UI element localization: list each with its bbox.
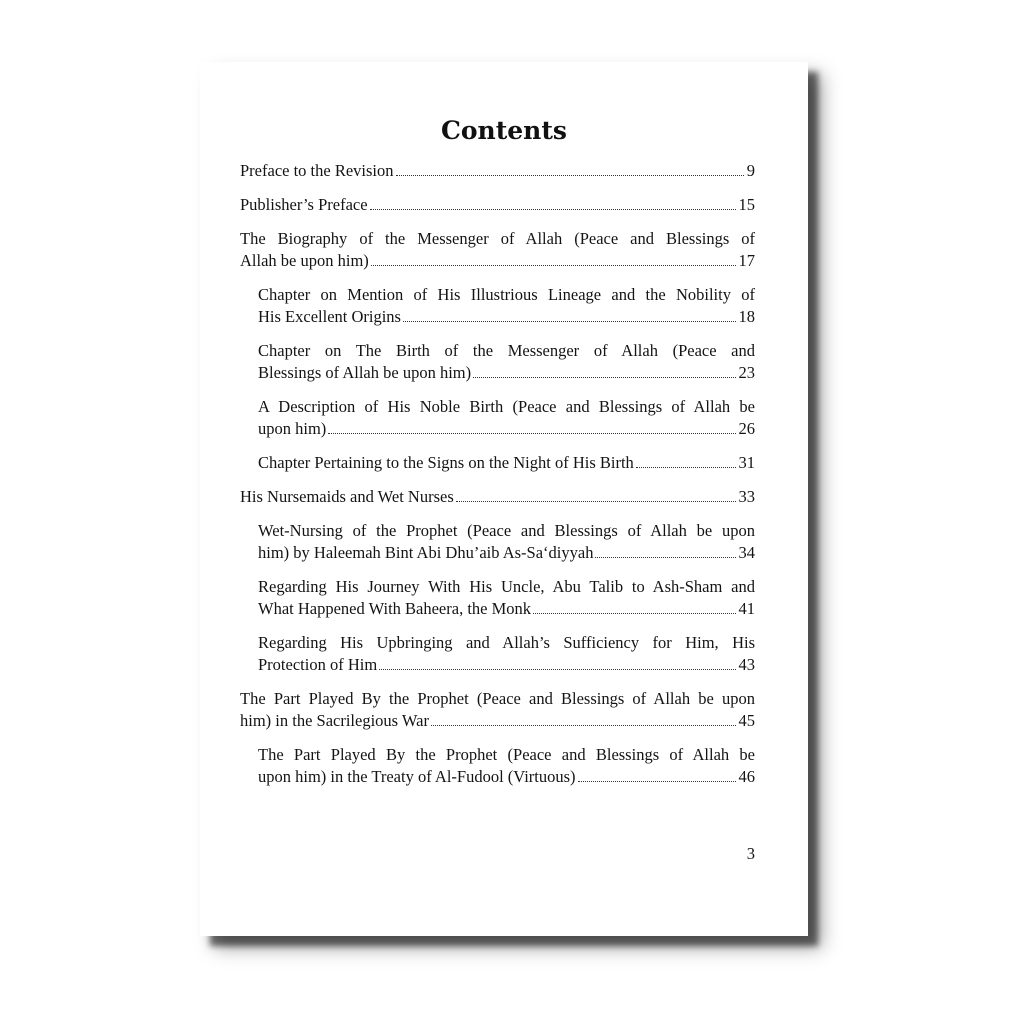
toc-entry bbox=[258, 520, 755, 564]
dot-leader bbox=[371, 265, 736, 266]
toc-entry-last-line bbox=[258, 452, 755, 474]
toc-page-number: 17 bbox=[738, 251, 755, 270]
toc-page-number: 41 bbox=[738, 599, 755, 618]
toc-page-number: 31 bbox=[738, 453, 755, 472]
dot-leader bbox=[370, 209, 736, 210]
toc-entry-last-line bbox=[240, 486, 755, 508]
toc-entry-last-line bbox=[258, 418, 755, 440]
toc-entry bbox=[258, 632, 755, 676]
toc-entry bbox=[240, 194, 755, 216]
toc-entry-title: Chapter Pertaining to the Signs on the Night of His Birth bbox=[258, 453, 634, 472]
toc-page-number: 46 bbox=[738, 767, 755, 786]
dot-leader bbox=[396, 175, 744, 176]
toc-entry-last-line bbox=[258, 542, 755, 564]
dot-leader bbox=[578, 781, 736, 782]
toc-entry-title: him) by Haleemah Bint Abi Dhu’aib As-Sa‘diyyah bbox=[258, 543, 594, 562]
toc-entry-title: Preface to the Revision bbox=[240, 161, 394, 180]
dot-leader bbox=[595, 557, 735, 558]
dot-leader bbox=[379, 669, 735, 670]
toc-entry-title: His Nursemaids and Wet Nurses bbox=[240, 487, 454, 506]
toc-entry bbox=[258, 284, 755, 328]
toc-entry-line: Wet-Nursing of the Prophet (Peace and Blessings of Allah be upon bbox=[258, 521, 755, 540]
toc-entry-last-line bbox=[258, 362, 755, 384]
book-page bbox=[200, 62, 808, 936]
toc-entry-line: A Description of His Noble Birth (Peace and Blessings of Allah be bbox=[258, 397, 755, 416]
toc-page-number: 23 bbox=[738, 363, 755, 382]
toc-entry-line: The Part Played By the Prophet (Peace and Blessings of Allah be bbox=[258, 745, 755, 764]
toc-page-number: 15 bbox=[738, 195, 755, 214]
toc-entry-title: him) in the Sacrilegious War bbox=[240, 711, 429, 730]
toc-entry bbox=[240, 160, 755, 182]
toc-entry bbox=[258, 576, 755, 620]
dot-leader bbox=[473, 377, 735, 378]
toc-entry bbox=[258, 452, 755, 474]
dot-leader bbox=[456, 501, 736, 502]
toc-entry-title: His Excellent Origins bbox=[258, 307, 401, 326]
toc-entry-title: upon him) in the Treaty of Al-Fudool (Virtuous) bbox=[258, 767, 576, 786]
toc-page-number: 9 bbox=[746, 161, 755, 180]
toc-entry-last-line bbox=[240, 194, 755, 216]
toc-entry-last-line bbox=[258, 766, 755, 788]
toc-entry-last-line bbox=[240, 160, 755, 182]
toc-page-number: 33 bbox=[738, 487, 755, 506]
toc-entry-title: upon him) bbox=[258, 419, 327, 438]
dot-leader bbox=[403, 321, 736, 322]
dot-leader bbox=[533, 613, 735, 614]
toc-entry bbox=[258, 396, 755, 440]
toc-entry-title: What Happened With Baheera, the Monk bbox=[258, 599, 532, 618]
toc-entry bbox=[258, 744, 755, 788]
toc-entry-line: Regarding His Upbringing and Allah’s Sufficiency for Him, His bbox=[258, 633, 755, 652]
toc-entry-last-line bbox=[258, 654, 755, 676]
toc-page-number: 18 bbox=[738, 307, 755, 326]
toc-entry bbox=[240, 486, 755, 508]
toc-entry-last-line bbox=[240, 250, 755, 272]
toc-page-number: 34 bbox=[738, 543, 755, 562]
toc-page-number: 43 bbox=[738, 655, 755, 674]
toc-entry-line: Chapter on The Birth of the Messenger of Allah (Peace and bbox=[258, 341, 755, 360]
toc-page-number: 26 bbox=[738, 419, 755, 438]
toc-entry-last-line bbox=[258, 598, 755, 620]
toc-entry-title: Publisher’s Preface bbox=[240, 195, 368, 214]
dot-leader bbox=[431, 725, 736, 726]
contents-heading: Contents bbox=[440, 116, 567, 145]
toc-entry-title: Allah be upon him) bbox=[240, 251, 369, 270]
toc-entry-line: Chapter on Mention of His Illustrious Lineage and the Nobility of bbox=[258, 285, 755, 304]
toc-entry bbox=[240, 228, 755, 272]
toc-entry-title: Protection of Him bbox=[258, 655, 378, 674]
toc-entry-line: The Part Played By the Prophet (Peace and Blessings of Allah be upon bbox=[240, 689, 755, 708]
toc-entry-last-line bbox=[240, 710, 755, 732]
toc-entry-title: Blessings of Allah be upon him) bbox=[258, 363, 472, 382]
dot-leader bbox=[328, 433, 735, 434]
dot-leader bbox=[636, 467, 736, 468]
toc-entry-line: Regarding His Journey With His Uncle, Abu Talib to Ash-Sham and bbox=[258, 577, 755, 596]
toc-entry bbox=[258, 340, 755, 384]
toc-entry bbox=[240, 688, 755, 732]
toc-entry-last-line bbox=[258, 306, 755, 328]
table-of-contents bbox=[240, 160, 755, 800]
page-number: 3 bbox=[746, 844, 755, 863]
toc-page-number: 45 bbox=[738, 711, 755, 730]
toc-entry-line: The Biography of the Messenger of Allah (Peace and Blessings of bbox=[240, 229, 755, 248]
